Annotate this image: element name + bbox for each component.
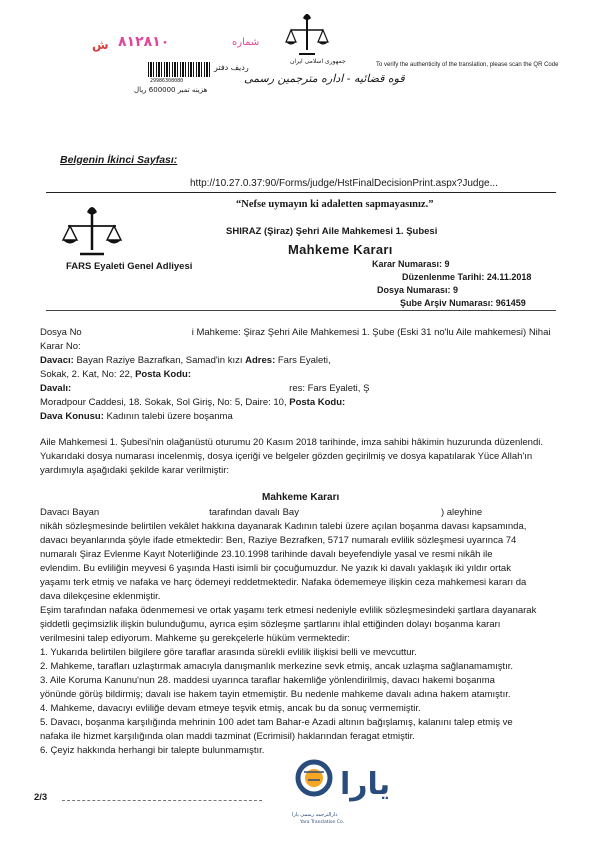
address-label: Adres:	[245, 355, 276, 366]
court-branch: SHIRAZ (Şiraz) Şehri Aile Mahkemesi 1. Şubesi	[226, 226, 438, 237]
defendant-address: res: Fars Eyaleti, Ş	[289, 383, 370, 394]
reason-item: 4. Mahkeme, davacıyı evliliğe devam etmeye teşvik etmiş, ancak bu da sonuç vermemiştir.	[40, 703, 421, 714]
defendant-line	[40, 382, 555, 396]
decision-line: dava dilekçesine eklenmiştir.	[40, 591, 161, 602]
verification-note: To verify the authenticity of the translation, please scan the QR Code	[376, 62, 559, 68]
redaction	[71, 382, 289, 391]
court-line: i Mahkeme: Şiraz Şehri Aile Mahkemesi 1. Şube (Eski 31 no'lu Aile mahkemesi) Nihai	[191, 327, 551, 338]
logo-caption-en: Yara Translation Co.	[300, 820, 345, 825]
issue-date: Düzenlenme Tarihi: 24.11.2018	[402, 272, 532, 282]
plaintiff-address: Fars Eyaleti,	[277, 355, 331, 366]
yara-logo-text: یارا	[340, 767, 390, 802]
barcode-number: 29986308080	[150, 78, 184, 84]
reason-item: 3. Aile Koruma Kanunu'nun 28. maddesi uyarınca taraflar hakemliğe yönlendirilmiş, davacı hakemi boşanma	[40, 675, 495, 686]
reason-item: 1. Yukarıda belirtilen bilgilere göre taraflar arasında sürekli evlilik ilişkisi belli ve mevcuttur.	[40, 647, 417, 658]
decision-heading: Mahkeme Kararı	[262, 492, 340, 503]
province-court: FARS Eyaleti Genel Adliyesi	[66, 261, 193, 272]
page-number: 2/3	[34, 792, 48, 803]
republic-label: جمهوری اسلامی ایران	[290, 58, 346, 65]
stamp-fee: هزینه تمبر 600000 ریال	[134, 86, 208, 94]
plaintiff-name: Bayan Raziye Bazrafkan, Samad'in kızı	[76, 355, 243, 366]
decision-line: Eşim tarafından nafaka ödenmemesi ve ortak yaşamı terk etmesi nedeniyle evlilik sözleşmesindeki şartlara dayanarak	[40, 605, 537, 616]
header-bottom-rule	[46, 310, 556, 311]
plaintiff-ref: Davacı Bayan	[40, 507, 100, 518]
reason-item: 2. Mahkeme, tarafları uzlaştırmak amacıyla danışmanlık merkezine sevk etmiş, ancak uzlaşma sağlanamamıştır.	[40, 661, 514, 672]
defendant-address-line	[40, 396, 555, 410]
plaintiff-address-2: Sokak, 2. Kat, No: 22,	[40, 369, 133, 380]
archive-number: Şube Arşiv Numarası: 961459	[400, 298, 526, 308]
decision-line-1	[40, 506, 555, 520]
reason-item: yönünde görüş bildirmiş; davalı ise hakem tayin etmemiştir. Bu nedenle mahkeme davalı adına hakem atamıştır.	[40, 689, 511, 700]
file-number: Dosya Numarası: 9	[377, 285, 459, 295]
defendant-label: Davalı:	[40, 383, 72, 394]
reason-item: nafaka ile hizmet karşılığında olan maddi tazminat (Ecrimisil) haklarından feragat etmiştir.	[40, 731, 415, 742]
redaction	[299, 506, 441, 515]
file-no-label: Dosya No	[40, 327, 82, 338]
against-text: ) aleyhine	[440, 507, 483, 518]
decision-line: davacı beyanlarında şöyle ifade etmektedir: Ben, Raziye Bezrafken, 5717 numaralı evlilik sözleşmesi uyarınca 74	[40, 535, 517, 546]
postal-code-label: Posta Kodu:	[135, 369, 192, 380]
motto: “Nefse uymayın ki adaletten sapmayasınız.”	[236, 199, 434, 210]
document-number-label: شماره	[232, 37, 260, 48]
decision-line: yaşamı terk etmiş ve nafaka ve harç ödemeyi reddetmektedir. Nafaka ödememeye ilişkin ceza mahkemesi kararı da	[40, 577, 527, 588]
logo-caption: دارالترجمه رسمی یارا	[292, 812, 338, 818]
decision-line: verilmesini talep ediyorum. Mahkeme şu gerekçelerle hüküm vermektedir:	[40, 633, 350, 644]
source-url: http://10.27.0.37:90/Forms/judge/HstFinalDecisionPrint.aspx?Judge...	[190, 178, 498, 189]
subject-label: Dava Konusu:	[40, 411, 104, 422]
intro-paragraph: Aile Mahkemesi 1. Şubesi'nin olağanüstü oturumu 20 Kasım 2018 tarihinde, imza sahibi hâkimin huzurunda düzenlendi. Yukarıdaki dosya numarası incelenmiş, dosya içeriği ve belgeler gözden geçirilmiş ve dosya kapatılarak Yüce Allah'ın yardımıyla aşağıdaki şekilde karar verilmiştir:	[40, 437, 543, 476]
red-mark: ش	[92, 38, 109, 52]
decision-title: Mahkeme Kararı	[288, 242, 393, 257]
decision-no-label: Karar No:	[40, 341, 81, 352]
decision-line: nikâh sözleşmesinde belirtilen vekâlet hakkına dayanarak Kadının talebi üzere açılan boşanma davası kapsamında,	[40, 521, 527, 532]
barcode	[148, 62, 210, 77]
iran-emblem-icon	[60, 202, 124, 260]
header-top-rule	[46, 192, 556, 193]
register-row-label: ردیف دفتر	[214, 63, 249, 72]
redaction	[82, 326, 192, 335]
iran-emblem-icon	[283, 10, 331, 62]
plaintiff-line	[40, 354, 555, 368]
page-label: Belgenin İkinci Sayfası:	[60, 154, 178, 166]
decision-line: evlendim. Bu evliliğin meyvesi 6 yaşında Hasti isimli bir çocuğumuzdur. Ne yazık ki davalı yaklaşık iki yıldır ortak	[40, 563, 511, 574]
redaction	[99, 506, 209, 515]
footer-rule	[62, 800, 262, 801]
decision-line: şiddetli geçimsizlik ilişkin bulunduğumu, ayrıca eşim sözleşme şartlarını ihlal ettiğinden dolayı boşanma kararı	[40, 619, 501, 630]
defendant-address-2: Moradpour Caddesi, 18. Sokak, Sol Giriş, No: 5, Daire: 10,	[40, 397, 287, 408]
subject-line	[40, 410, 555, 424]
decision-line: numaralı Şiraz Evlenme Kayıt Noterliğinde 23.10.1998 tarihinde davalı beyefendiyle yasal ve resmi nikâh ile	[40, 549, 493, 560]
plaintiff-address-line	[40, 368, 555, 382]
case-line-1	[40, 326, 555, 340]
plaintiff-label: Davacı:	[40, 355, 74, 366]
defendant-ref: tarafından davalı Bay	[209, 507, 299, 518]
subject-text: Kadının talebi üzere boşanma	[106, 411, 233, 422]
defendant-postal-label: Posta Kodu:	[289, 397, 346, 408]
reason-item: 6. Çeyiz hakkında herhangi bir talepte bulunmamıştır.	[40, 745, 265, 756]
document-number: ۸۱۲۸۱۰	[118, 34, 170, 50]
decision-number: Karar Numarası: 9	[372, 259, 450, 269]
reason-item: 5. Davacı, boşanma karşılığında mehrinin 100 adet tam Bahar-e Azadi altının bağışlamış, kalanını talep etmiş ve	[40, 717, 513, 728]
judiciary-title: قوه قضائیه - اداره مترجمین رسمی	[244, 72, 405, 85]
